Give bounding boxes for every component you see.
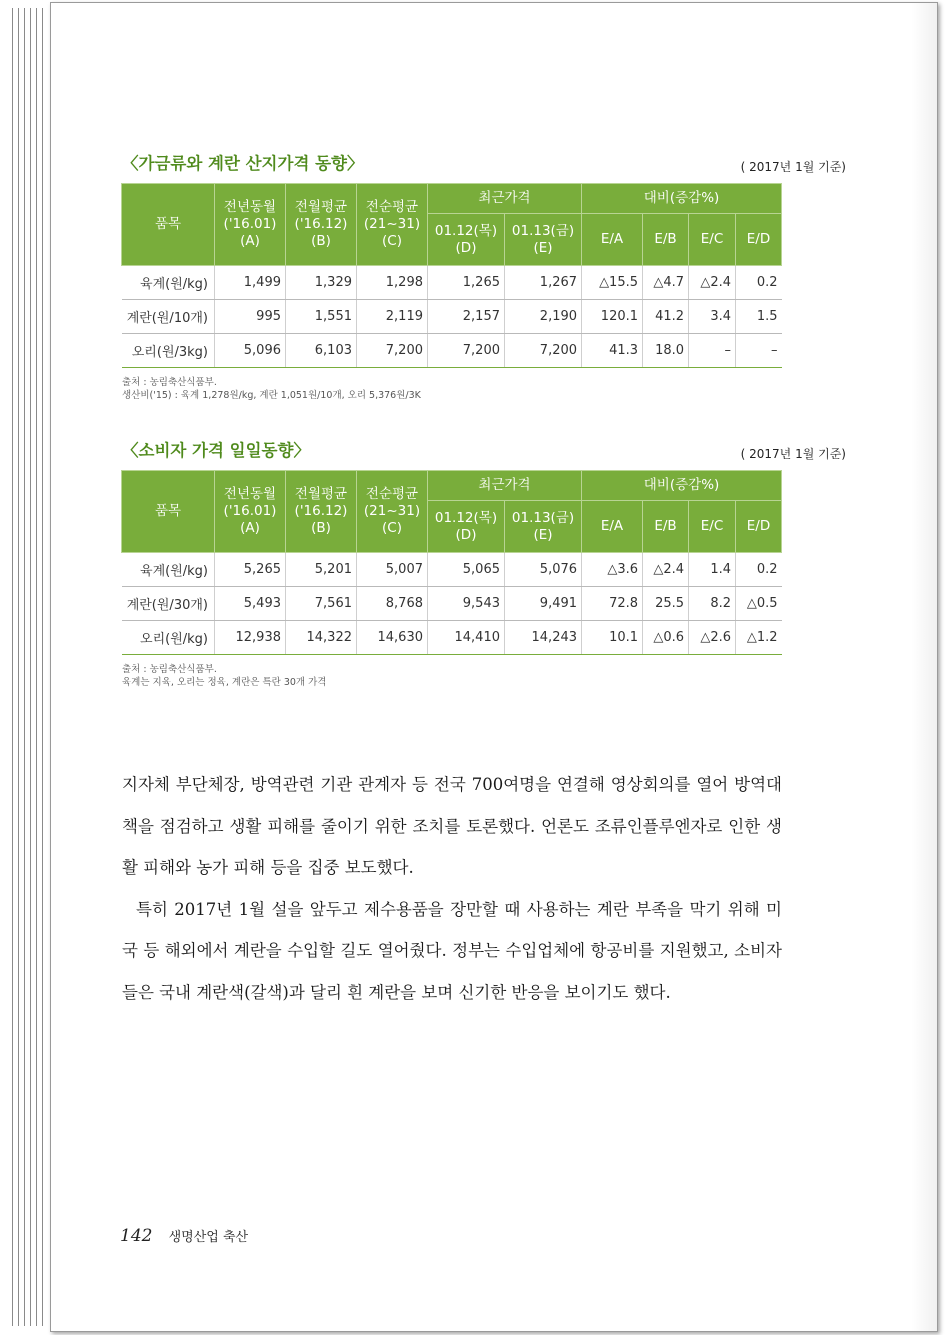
header-item: 품목 xyxy=(122,184,215,266)
cell: 14,410 xyxy=(428,621,505,655)
cell: 2,119 xyxy=(357,300,428,334)
cell: 3.4 xyxy=(689,300,736,334)
header-prev-month: 전월평균 ('16.12) (B) xyxy=(286,184,357,266)
cell: 0.2 xyxy=(736,266,782,300)
cost-note: 생산비('15) : 육계 1,278원/kg, 계란 1,051원/10개, 오리 5,376원/3K xyxy=(122,390,421,401)
header-prev-year: 전년동월 ('16.01) (A) xyxy=(215,184,286,266)
cell-item: 계란(원/30개) xyxy=(122,587,215,621)
header-prev-year: 전년동월 ('16.01) (A) xyxy=(215,471,286,553)
cell: 8,768 xyxy=(357,587,428,621)
cell: 18.0 xyxy=(643,334,689,368)
header-ed: E/D xyxy=(736,501,782,553)
cell: △4.7 xyxy=(643,266,689,300)
table-row xyxy=(122,300,782,334)
header-prev-period: 전순평균 (21~31) (C) xyxy=(357,471,428,553)
cell: 5,076 xyxy=(505,553,582,587)
cell: 5,065 xyxy=(428,553,505,587)
cell: 12,938 xyxy=(215,621,286,655)
basis-note: 육계는 지육, 오리는 정육, 계란은 특란 30개 가격 xyxy=(122,677,327,688)
cell: 1,499 xyxy=(215,266,286,300)
cell: 7,200 xyxy=(428,334,505,368)
table1-basis: ( 2017년 1월 기준) xyxy=(740,160,846,174)
cell: 7,200 xyxy=(357,334,428,368)
source-note: 출처 : 농림축산식품부. xyxy=(122,377,217,388)
cell: 1,265 xyxy=(428,266,505,300)
body-text xyxy=(122,764,782,1013)
page-footer xyxy=(120,1226,248,1246)
cell: 5,007 xyxy=(357,553,428,587)
page-number: 142 xyxy=(120,1226,153,1246)
cell: △0.5 xyxy=(736,587,782,621)
header-recent: 최근가격 xyxy=(428,184,582,214)
header-prev-month: 전월평균 ('16.12) (B) xyxy=(286,471,357,553)
cell: 5,265 xyxy=(215,553,286,587)
header-item: 품목 xyxy=(122,471,215,553)
cell: 1,267 xyxy=(505,266,582,300)
cell: 995 xyxy=(215,300,286,334)
table1 xyxy=(121,183,782,368)
cell: 10.1 xyxy=(582,621,643,655)
cell: 9,491 xyxy=(505,587,582,621)
header-ec: E/C xyxy=(689,214,736,266)
cell: 14,630 xyxy=(357,621,428,655)
cell: 5,096 xyxy=(215,334,286,368)
cell-item: 오리(원/3kg) xyxy=(122,334,215,368)
cell: 7,561 xyxy=(286,587,357,621)
cell: △2.4 xyxy=(643,553,689,587)
cell: 1,551 xyxy=(286,300,357,334)
source-note: 출처 : 농림축산식품부. xyxy=(122,664,217,675)
cell: △1.2 xyxy=(736,621,782,655)
cell-item: 육계(원/kg) xyxy=(122,266,215,300)
header-ea: E/A xyxy=(582,501,643,553)
cell: 8.2 xyxy=(689,587,736,621)
cell: △3.6 xyxy=(582,553,643,587)
cell-item: 오리(원/kg) xyxy=(122,621,215,655)
table2-notes xyxy=(122,663,326,689)
cell-item: 육계(원/kg) xyxy=(122,553,215,587)
running-title: 생명산업 축산 xyxy=(168,1230,249,1245)
header-recent: 최근가격 xyxy=(428,471,582,501)
paragraph: 특히 2017년 1월 설을 앞두고 제수용품을 장만할 때 사용하는 계란 부족을 막기 위해 미국 등 해외에서 계란을 수입할 길도 열어줬다. 정부는 수입업체에 항공비를 지원했고, 소비자들은 국내 계란색(갈색)과 달리 흰 계란을 보며 신기한 반응을 보이기도 했다. xyxy=(122,899,782,1002)
cell: 14,322 xyxy=(286,621,357,655)
cell: 72.8 xyxy=(582,587,643,621)
cell-item: 계란(원/10개) xyxy=(122,300,215,334)
table2-basis: ( 2017년 1월 기준) xyxy=(740,447,846,461)
table-row xyxy=(122,553,782,587)
cell: 41.3 xyxy=(582,334,643,368)
header-d: 01.12(목) (D) xyxy=(428,501,505,553)
cell: 120.1 xyxy=(582,300,643,334)
cell: 9,543 xyxy=(428,587,505,621)
cell: 6,103 xyxy=(286,334,357,368)
cell: 1,298 xyxy=(357,266,428,300)
header-ed: E/D xyxy=(736,214,782,266)
table-row xyxy=(122,621,782,655)
cell: 7,200 xyxy=(505,334,582,368)
table-row xyxy=(122,334,782,368)
cell: 2,190 xyxy=(505,300,582,334)
table1-notes xyxy=(122,376,421,402)
cell: 5,201 xyxy=(286,553,357,587)
cell: △2.4 xyxy=(689,266,736,300)
cell: 41.2 xyxy=(643,300,689,334)
paragraph: 지자체 부단체장, 방역관련 기관 관계자 등 전국 700여명을 연결해 영상회의를 열어 방역대책을 점검하고 생활 피해를 줄이기 위한 조치를 토론했다. 언론도 조류인플루엔자로 인한 생활 피해와 농가 피해 등을 집중 보도했다. xyxy=(122,775,782,877)
cell: 2,157 xyxy=(428,300,505,334)
table-row xyxy=(122,587,782,621)
cell: 0.2 xyxy=(736,553,782,587)
header-e: 01.13(금) (E) xyxy=(505,214,582,266)
cell: 1.4 xyxy=(689,553,736,587)
table2 xyxy=(121,470,782,655)
header-eb: E/B xyxy=(643,214,689,266)
header-prev-period: 전순평균 (21~31) (C) xyxy=(357,184,428,266)
header-compare: 대비(증감%) xyxy=(582,471,782,501)
table1-title: 〈가금류와 계란 산지가격 동향〉 xyxy=(122,154,364,173)
cell: – xyxy=(689,334,736,368)
cell: △2.6 xyxy=(689,621,736,655)
table2-title: 〈소비자 가격 일일동향〉 xyxy=(122,441,310,460)
cell: 1,329 xyxy=(286,266,357,300)
cell: – xyxy=(736,334,782,368)
cell: 1.5 xyxy=(736,300,782,334)
cell: 25.5 xyxy=(643,587,689,621)
header-ea: E/A xyxy=(582,214,643,266)
cell: 5,493 xyxy=(215,587,286,621)
header-e: 01.13(금) (E) xyxy=(505,501,582,553)
cell: 14,243 xyxy=(505,621,582,655)
header-d: 01.12(목) (D) xyxy=(428,214,505,266)
header-eb: E/B xyxy=(643,501,689,553)
cell: △0.6 xyxy=(643,621,689,655)
header-compare: 대비(증감%) xyxy=(582,184,782,214)
cell: △15.5 xyxy=(582,266,643,300)
header-ec: E/C xyxy=(689,501,736,553)
table-row xyxy=(122,266,782,300)
